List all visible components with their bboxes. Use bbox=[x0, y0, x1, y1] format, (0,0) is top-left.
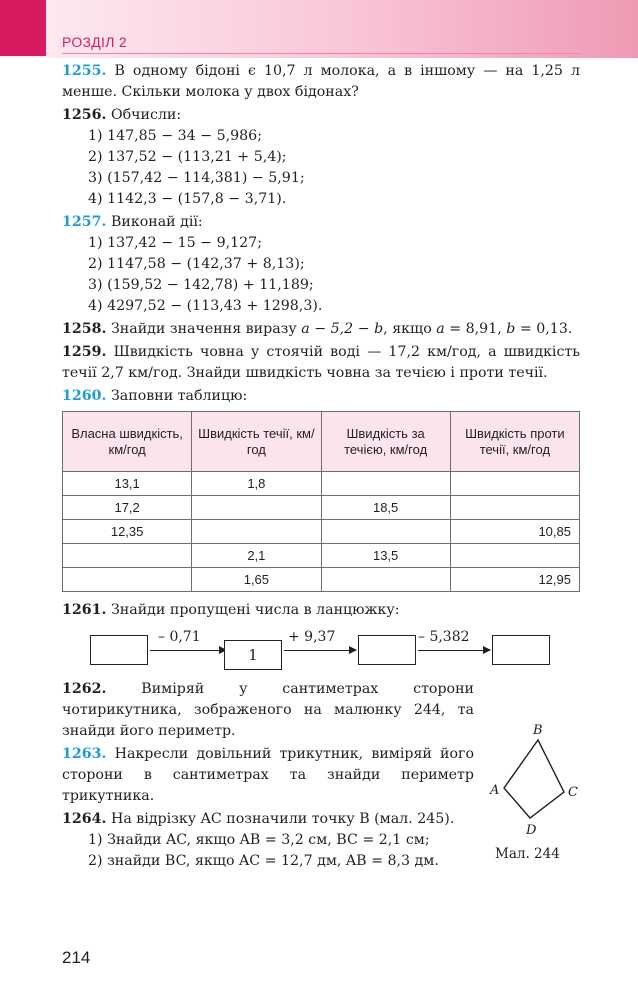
expression: a − 5,2 − b bbox=[301, 321, 384, 337]
table-cell bbox=[450, 544, 579, 568]
chapter-tab bbox=[0, 0, 46, 56]
exercise-number: 1264. bbox=[62, 811, 107, 827]
table-header: Швидкість за течією, км/год bbox=[321, 412, 450, 472]
exercise-text: Знайди пропущені числа в ланцюжку: bbox=[110, 602, 400, 618]
exercise-text-mid: , якщо bbox=[383, 321, 437, 337]
table-cell bbox=[63, 568, 192, 592]
list-item: 2) 1147,58 − (142,37 + 8,13); bbox=[88, 256, 305, 272]
table-row bbox=[63, 472, 580, 496]
number-chain bbox=[62, 627, 580, 675]
chain-operation: – 5,382 bbox=[418, 629, 470, 645]
exercise-number: 1260. bbox=[62, 388, 107, 404]
exercise-text: Накресли довільний трикутник, виміряй його сторони в сантиметрах та знайди периметр трикутника. bbox=[62, 746, 474, 804]
exercise-text: В одному бідоні є 10,7 л молока, а в іншому — на 1,25 л менше. Скільки молока у двох бідонах? bbox=[62, 63, 580, 100]
chain-operation: + 9,37 bbox=[288, 629, 336, 645]
list-item: 3) (157,42 − 114,381) − 5,91; bbox=[88, 170, 305, 186]
exercise-text: Заповни таблицю: bbox=[110, 388, 248, 404]
table-cell bbox=[192, 496, 321, 520]
exercise-text: Виміряй у сантиметрах сторони чотирикутника, зображеного на малюнку 244, та знайди його периметр. bbox=[62, 681, 474, 739]
table-row bbox=[63, 520, 580, 544]
chain-arrow bbox=[284, 650, 356, 651]
chain-box bbox=[90, 635, 148, 665]
exercise-1263 bbox=[62, 744, 474, 807]
page-number: 214 bbox=[62, 948, 91, 967]
exercise-number: 1257. bbox=[62, 214, 107, 230]
table-cell: 10,85 bbox=[450, 520, 579, 544]
exercise-text-pre: Знайди значення виразу bbox=[110, 321, 302, 337]
table-row bbox=[63, 496, 580, 520]
table-row bbox=[63, 568, 580, 592]
list-item: 4) 4297,52 − (113,43 + 1298,3). bbox=[88, 298, 323, 314]
variable-b: b bbox=[506, 321, 516, 337]
exercise-1260 bbox=[62, 386, 580, 592]
list-item: 1) Знайди AC, якщо AB = 3,2 см, BC = 2,1 см; bbox=[88, 832, 430, 848]
exercise-text: Виконай дії: bbox=[110, 214, 203, 230]
figure-caption: Мал. 244 bbox=[495, 846, 560, 862]
table-cell: 13,1 bbox=[63, 472, 192, 496]
list-item: 1) 147,85 − 34 − 5,986; bbox=[88, 128, 262, 144]
exercise-text: На відрізку AC позначили точку B (мал. 245). bbox=[110, 811, 455, 827]
table-cell: 2,1 bbox=[192, 544, 321, 568]
list-item: 2) 137,52 − (113,21 + 5,4); bbox=[88, 149, 287, 165]
table-cell bbox=[321, 568, 450, 592]
exercise-number: 1259. bbox=[62, 344, 107, 360]
table-cell: 18,5 bbox=[321, 496, 450, 520]
speed-table bbox=[62, 411, 580, 592]
exercise-number: 1263. bbox=[62, 746, 107, 762]
table-cell: 1,8 bbox=[192, 472, 321, 496]
chain-box bbox=[358, 635, 416, 665]
table-header: Швидкість течії, км/год bbox=[192, 412, 321, 472]
exercise-number: 1256. bbox=[62, 107, 107, 123]
exercise-1261 bbox=[62, 600, 580, 675]
exercise-1255 bbox=[62, 61, 580, 103]
exercise-number: 1261. bbox=[62, 602, 107, 618]
chain-arrow bbox=[418, 650, 490, 651]
list-item: 1) 137,42 − 15 − 9,127; bbox=[88, 235, 262, 251]
quadrilateral-diagram bbox=[486, 714, 586, 844]
exercise-number: 1262. bbox=[62, 681, 107, 697]
chapter-divider bbox=[62, 53, 580, 54]
value-b: = 0,13. bbox=[515, 321, 573, 337]
list-item: 4) 1142,3 − (157,8 − 3,71). bbox=[88, 191, 287, 207]
table-cell: 12,35 bbox=[63, 520, 192, 544]
exercise-number: 1258. bbox=[62, 321, 107, 337]
quadrilateral-shape bbox=[504, 740, 564, 818]
exercise-1258 bbox=[62, 319, 580, 340]
table-cell: 1,65 bbox=[192, 568, 321, 592]
chain-operation: – 0,71 bbox=[158, 629, 201, 645]
exercise-1259 bbox=[62, 342, 580, 384]
exercise-1262 bbox=[62, 679, 474, 742]
table-cell: 12,95 bbox=[450, 568, 579, 592]
chain-box bbox=[492, 635, 550, 665]
table-cell: 17,2 bbox=[63, 496, 192, 520]
exercise-number: 1255. bbox=[62, 63, 107, 79]
list-item: 3) (159,52 − 142,78) + 11,189; bbox=[88, 277, 314, 293]
chapter-title: РОЗДІЛ 2 bbox=[62, 34, 128, 50]
vertex-label-b: B bbox=[533, 723, 543, 738]
table-cell: 13,5 bbox=[321, 544, 450, 568]
exercise-1257 bbox=[62, 212, 580, 317]
table-cell bbox=[63, 544, 192, 568]
exercise-text: Швидкість човна у стоячій воді — 17,2 км/год, а швидкість течії 2,7 км/год. Знайди швидкість човна за течією і проти течії. bbox=[62, 344, 580, 381]
variable-a: a bbox=[436, 321, 445, 337]
vertex-label-a: A bbox=[490, 783, 500, 798]
vertex-label-c: C bbox=[568, 785, 578, 800]
table-cell bbox=[450, 496, 579, 520]
table-row bbox=[63, 544, 580, 568]
table-cell bbox=[321, 520, 450, 544]
exercise-text: Обчисли: bbox=[110, 107, 182, 123]
chain-arrow bbox=[150, 650, 226, 651]
table-cell bbox=[192, 520, 321, 544]
vertex-label-d: D bbox=[526, 823, 537, 838]
table-header: Власна швидкість, км/год bbox=[63, 412, 192, 472]
table-cell bbox=[450, 472, 579, 496]
exercise-1256 bbox=[62, 105, 580, 210]
table-cell bbox=[321, 472, 450, 496]
table-header: Швидкість проти течії, км/год bbox=[450, 412, 579, 472]
chain-box: 1 bbox=[224, 640, 282, 670]
list-item: 2) знайди BC, якщо AC = 12,7 дм, AB = 8,3 дм. bbox=[88, 853, 439, 869]
value-a: = 8,91, bbox=[444, 321, 507, 337]
